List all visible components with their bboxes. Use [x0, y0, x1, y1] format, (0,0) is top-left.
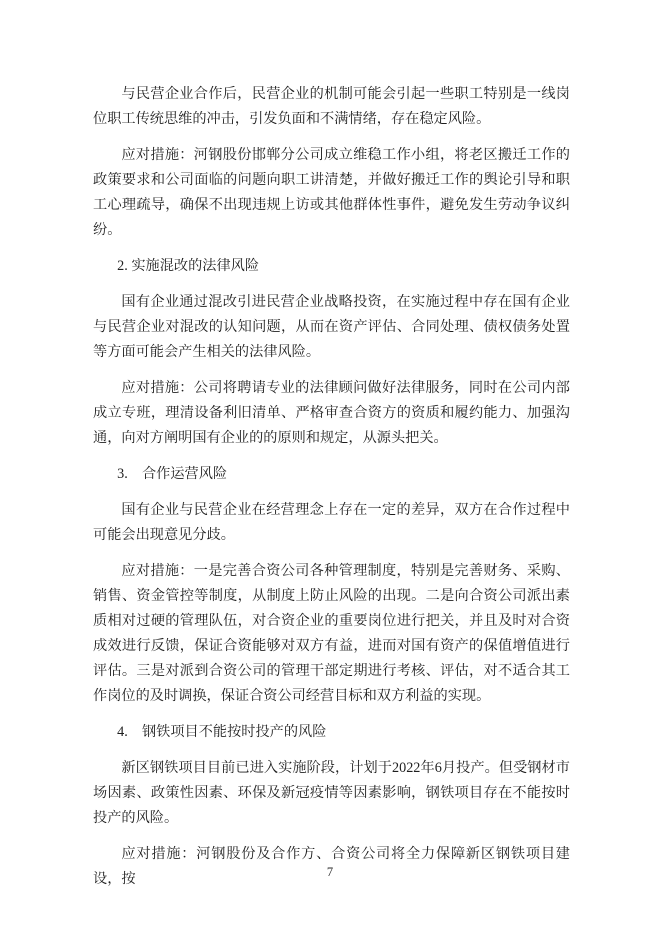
- paragraph-risk-staff-stability: 与民营企业合作后，民营企业的机制可能会引起一些职工特别是一线岗位职工传统思维的冲击，引发负面和不满情绪，存在稳定风险。: [93, 86, 570, 127]
- paragraph-risk-legal: 国有企业通过混改引进民营企业战略投资，在实施过程中存在国有企业与民营企业对混改的认知问题，从而在资产评估、合同处理、债权债务处置等方面可能会产生相关的法律风险。: [93, 294, 570, 360]
- paragraph-measures-cooperation: 应对措施：一是完善合资公司各种管理制度，特别是完善财务、采购、销售、资金管控等制度，从制度上防止风险的出现。二是向合资公司派出素质相对过硬的管理队伍，对合资企业的重要岗位进行把关，并且及时对合资成效进行反馈，保证合资能够对双方有益，进而对国有资产的保值增值进行评估。三是对派到合资公司的管理干部定期进行考核、评估，对不适合其工作岗位的及时调换，保证合资公司经营目标和双方利益的实现。: [93, 563, 570, 704]
- section-heading-3-cooperation-risk: 3. 合作运营风险: [117, 466, 228, 482]
- paragraph-measures-steel-project: 应对措施：河钢股份及合作方、合资公司将全力保障新区钢铁项目建设，按: [93, 846, 570, 887]
- section-heading-4-steel-project-risk: 4. 钢铁项目不能按时投产的风险: [117, 724, 327, 740]
- page-number: 7: [326, 865, 334, 879]
- paragraph-measures-staff-stability: 应对措施：河钢股份邯郸分公司成立维稳工作小组，将老区搬迁工作的政策要求和公司面临的问题向职工讲清楚，并做好搬迁工作的舆论引导和职工心理疏导，确保不出现违规上访或其他群体性事件，避免发生劳动争议纠纷。: [93, 147, 570, 238]
- paragraph-risk-steel-project: 新区钢铁项目目前已进入实施阶段，计划于2022年6月投产。但受钢材市场因素、政策性因素、环保及新冠疫情等因素影响，钢铁项目存在不能按时投产的风险。: [93, 760, 570, 826]
- paragraph-measures-legal: 应对措施：公司将聘请专业的法律顾问做好法律服务，同时在公司内部成立专班，理清设备利旧清单、严格审查合资方的资质和履约能力、加强沟通，向对方阐明国有企业的的原则和规定，从源头把关。: [93, 380, 570, 446]
- page-content: [93, 82, 570, 903]
- paragraph-risk-cooperation: 国有企业与民营企业在经营理念上存在一定的差异，双方在合作过程中可能会出现意见分歧。: [93, 502, 570, 543]
- section-heading-2-legal-risk: 2. 实施混改的法律风险: [117, 258, 260, 274]
